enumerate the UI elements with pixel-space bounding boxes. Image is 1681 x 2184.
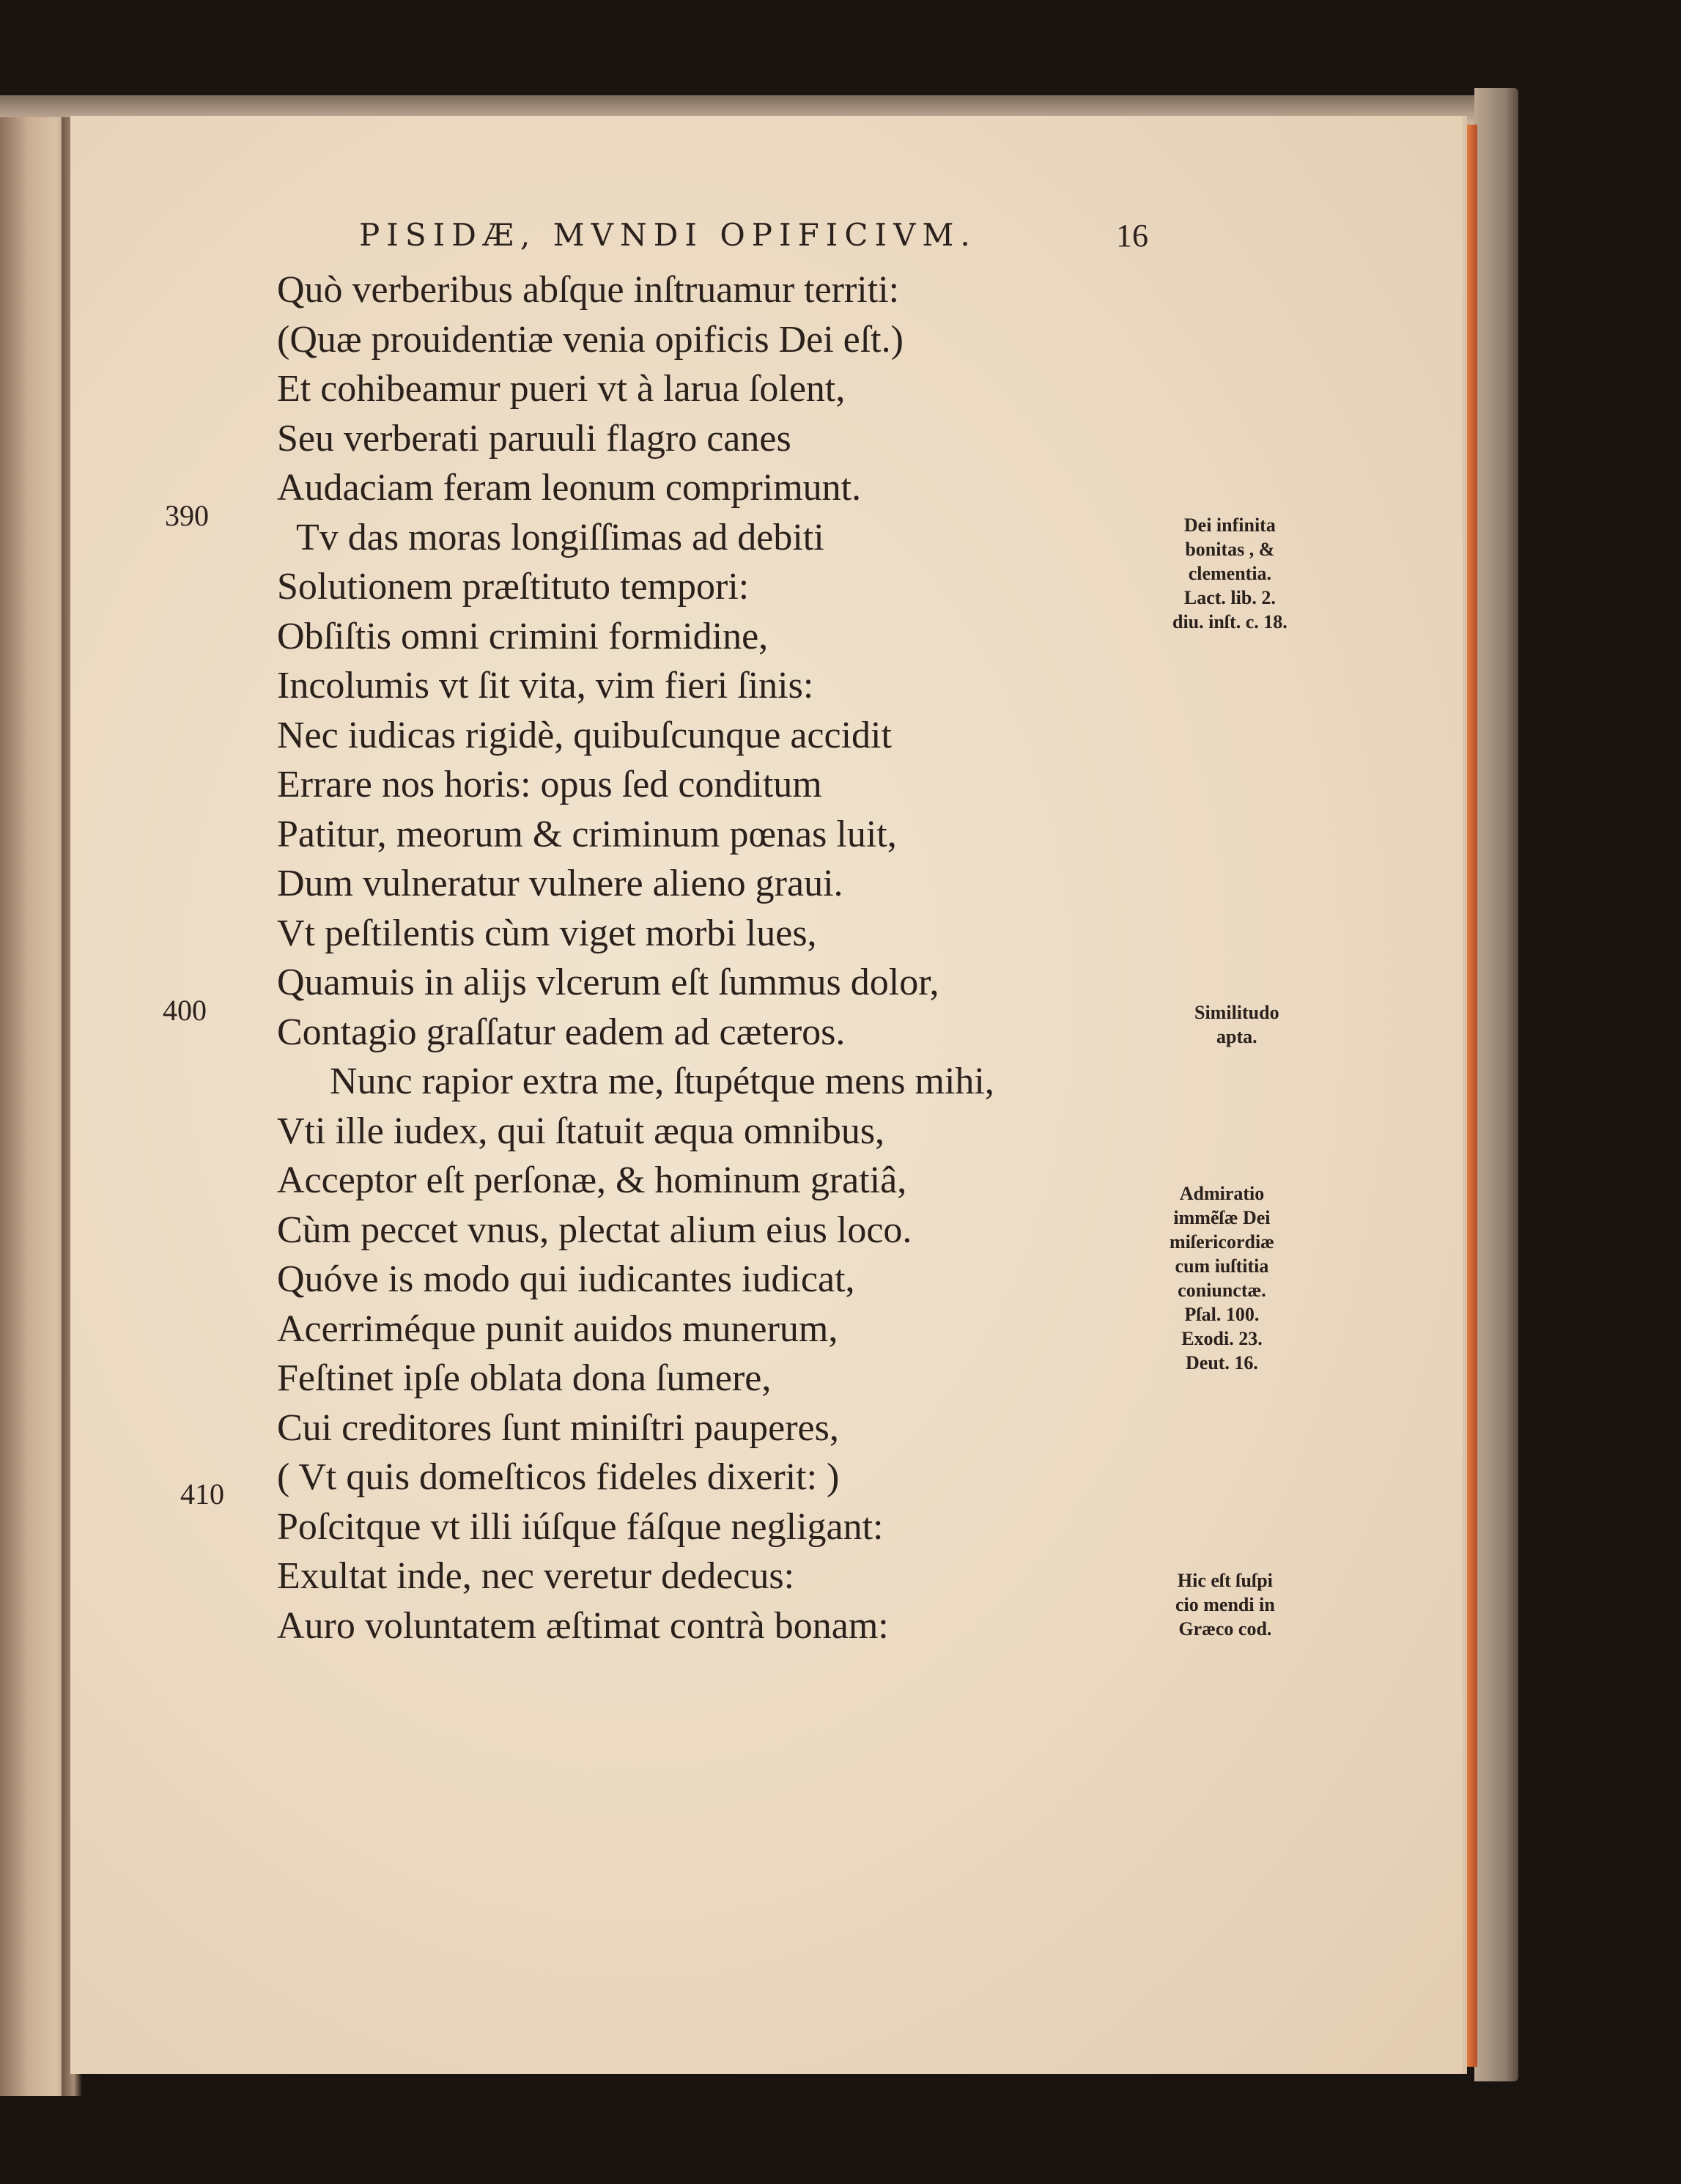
page-block-edge: [1474, 88, 1518, 2081]
verse-block: [277, 265, 994, 1650]
verse-line: Vti ille iudex, qui ſtatuit æqua omnibus,: [277, 1110, 885, 1152]
verse-line: Nunc rapior extra me, ſtupétque mens mihi,: [330, 1060, 994, 1102]
verse-line: Quóve is modo qui iudicantes iudicat,: [277, 1258, 855, 1300]
running-title: PISIDÆ, MVNDI OPIFICIVM.: [359, 217, 977, 253]
verse-line: Patitur, meorum & criminum pœnas luit,: [277, 813, 897, 855]
verse-line: Et cohibeamur pueri vt à larua ſolent,: [277, 368, 846, 410]
verse-line: Cui creditores ſunt miniſtri pauperes,: [277, 1406, 839, 1449]
verse-line: Vt peſtilentis cùm viget morbi lues,: [277, 912, 817, 954]
verse-line: Quamuis in alijs vlcerum eſt ſummus dolor,: [277, 962, 939, 1003]
margin-note: Hic eſt ſuſpi cio mendi in Græco cod.: [1175, 1570, 1275, 1639]
verse-line: ( Vt quis domeſticos fideles dixerit: ): [277, 1456, 840, 1498]
verse-line: Feſtinet ipſe oblata dona ſumere,: [277, 1357, 772, 1399]
left-page-edge: [0, 117, 70, 2096]
verse-line: Contagio graſſatur eadem ad cæteros.: [277, 1011, 846, 1053]
verse-line: Acerriméque punit auidos munerum,: [277, 1307, 838, 1350]
verse-line: Cùm peccet vnus, plectat alium eius loco.: [277, 1209, 912, 1251]
verse-line: Exultat inde, nec veretur dedecus:: [277, 1555, 795, 1597]
verse-line: Tv das moras longiſſimas ad debiti: [296, 516, 824, 558]
verse-line: Incolumis vt ſit vita, vim fieri ſinis:: [277, 665, 814, 707]
verse-line: Errare nos horis: opus ſed conditum: [277, 764, 822, 805]
line-number-400: 400: [163, 994, 207, 1027]
verse-line: Solutionem præſtituto tempori:: [277, 566, 750, 608]
page-number: 16: [1116, 218, 1148, 254]
margin-note: Dei infinita bonitas , & clementia. Lact. lib. 2. diu. inſt. c. 18.: [1172, 514, 1287, 632]
line-number-410: 410: [180, 1477, 224, 1510]
margin-note: Admiratio immẽſæ Dei miſericordiæ cum iuſtitia coniunctæ. Pſal. 100. Exodi. 23. Deut. 16.: [1170, 1183, 1274, 1373]
margin-note: Similitudo apta.: [1194, 1002, 1279, 1047]
verse-line: Auro voluntatem æſtimat contrà bonam:: [277, 1604, 889, 1647]
verse-line: Acceptor eſt perſonæ, & hominum gratiâ,: [277, 1159, 907, 1201]
verse-line: Audaciam feram leonum comprimunt.: [277, 467, 862, 509]
line-number-390: 390: [165, 499, 209, 532]
verse-line: Nec iudicas rigidè, quibuſcunque accidit: [277, 714, 892, 756]
verse-line: Dum vulneratur vulnere alieno graui.: [277, 863, 843, 904]
verse-line: (Quæ prouidentiæ venia opificis Dei eſt.): [277, 318, 904, 361]
verse-line: Seu verberati paruuli flagro canes: [277, 417, 791, 460]
verse-line: Obſiſtis omni crimini formidine,: [277, 615, 769, 657]
verse-line: Quò verberibus abſque inſtruamur territi:: [277, 269, 900, 311]
verse-line: Poſcitque vt illi iúſque fáſque negligant:: [277, 1505, 884, 1548]
